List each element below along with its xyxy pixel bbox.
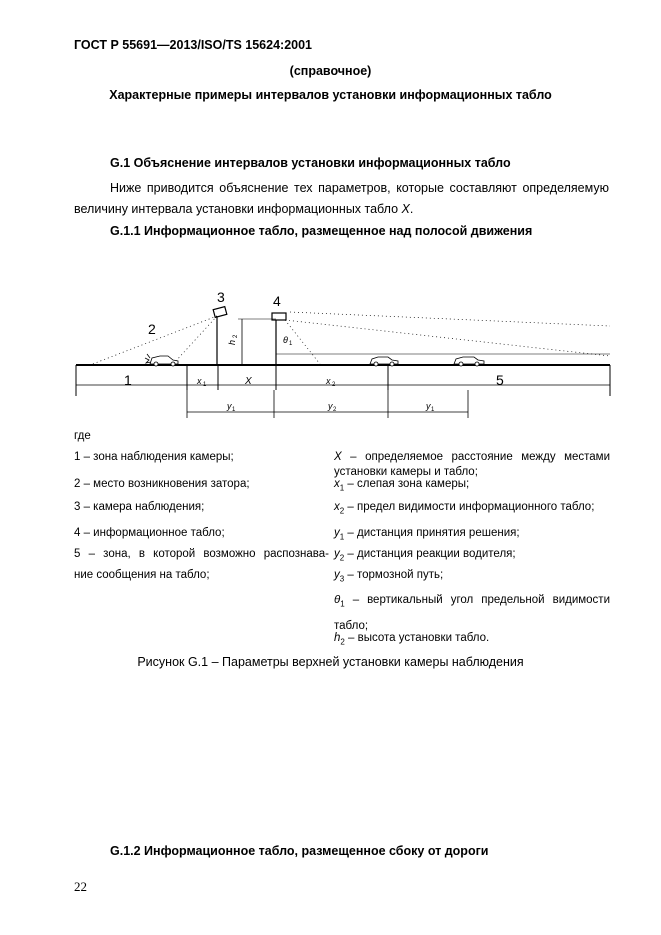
page-number: 22 — [74, 879, 87, 894]
legend-left-4: 4 – информационное табло; — [74, 527, 225, 539]
camera-view-line-2 — [175, 316, 217, 362]
figure-g1-diagram — [70, 286, 615, 421]
legend-right-y2: $y_2$ – дистанция реакции водителя; — [334, 548, 516, 563]
legend-left-6: ние сообщения на табло; — [74, 569, 210, 581]
legend-where: где — [74, 430, 91, 442]
label-4: 4 — [273, 293, 281, 309]
label-y2-sub: 2 — [333, 407, 337, 413]
label-y1b-sub: 1 — [431, 407, 435, 413]
label-h2-sub: 2 — [233, 334, 239, 338]
label-5: 5 — [496, 372, 504, 388]
label-theta-sub: 1 — [289, 341, 293, 347]
intro-text: Ниже приводится объяснение тех параметров, которые составляют определяемую величину интервала установки информационных табло — [74, 181, 609, 216]
label-x2: x — [326, 376, 331, 386]
legend-right-x1: $x_1$ – слепая зона камеры; — [334, 478, 470, 493]
section-g12-heading: G.1.2 Информационное табло, размещенное сбоку от дороги — [110, 844, 489, 858]
legend-right-x2: $x_2$ – предел видимости информационного табло; — [334, 501, 595, 516]
legend-left-1: 1 – зона наблюдения камеры; — [74, 451, 234, 463]
label-X: X — [245, 376, 252, 387]
sign-view-line-1 — [285, 320, 610, 356]
label-y2: y — [328, 401, 333, 411]
label-x2-sub: 2 — [332, 382, 336, 388]
figure-caption: Рисунок G.1 – Параметры верхней установки камеры наблюдения — [137, 655, 524, 669]
legend-right-y1: $y_1$ – дистанция принятия решения; — [334, 527, 520, 542]
legend-right-y3: $y_3$ – тормозной путь; — [334, 569, 444, 584]
car-crash — [145, 354, 178, 366]
label-3: 3 — [217, 289, 225, 305]
label-x1: x — [197, 376, 202, 386]
intro-end: . — [409, 202, 414, 216]
intro-var-x: X — [401, 202, 410, 216]
legend-left-2: 2 – место возникновения затора; — [74, 478, 250, 490]
label-x1-sub: 1 — [203, 382, 207, 388]
label-y1a: y — [227, 401, 232, 411]
appendix-title: Характерные примеры интервалов установки информационных табло — [109, 88, 552, 102]
legend-right-theta: $\theta_1$ – вертикальный угол предельной видимости табло; — [334, 594, 610, 633]
legend-right-X: X – определяемое расстояние между местами установки камеры и табло; — [334, 451, 610, 478]
label-h2: h — [227, 339, 237, 345]
label-y1b: y — [426, 401, 431, 411]
sign-view-line-3 — [290, 312, 610, 326]
label-y1a-sub: 1 — [232, 407, 236, 413]
legend-left-5: 5 – зона, в которой возможно распознава- — [74, 548, 329, 560]
legend-left-3: 3 – камера наблюдения; — [74, 501, 205, 513]
section-g1-heading: G.1 Объяснение интервалов установки информационных табло — [110, 156, 511, 170]
label-1: 1 — [124, 372, 132, 388]
intro-paragraph — [74, 178, 609, 220]
appendix-note: (справочное) — [289, 64, 372, 78]
legend-right-h2: $h_2$ – высота установки табло. — [334, 632, 490, 647]
camera-shape — [213, 307, 227, 318]
label-theta: θ — [283, 335, 288, 345]
section-g11-heading: G.1.1 Информационное табло, размещенное над полосой движения — [110, 224, 533, 238]
document-header: ГОСТ Р 55691—2013/ISO/TS 15624:2001 — [74, 38, 313, 52]
label-2: 2 — [148, 321, 156, 337]
